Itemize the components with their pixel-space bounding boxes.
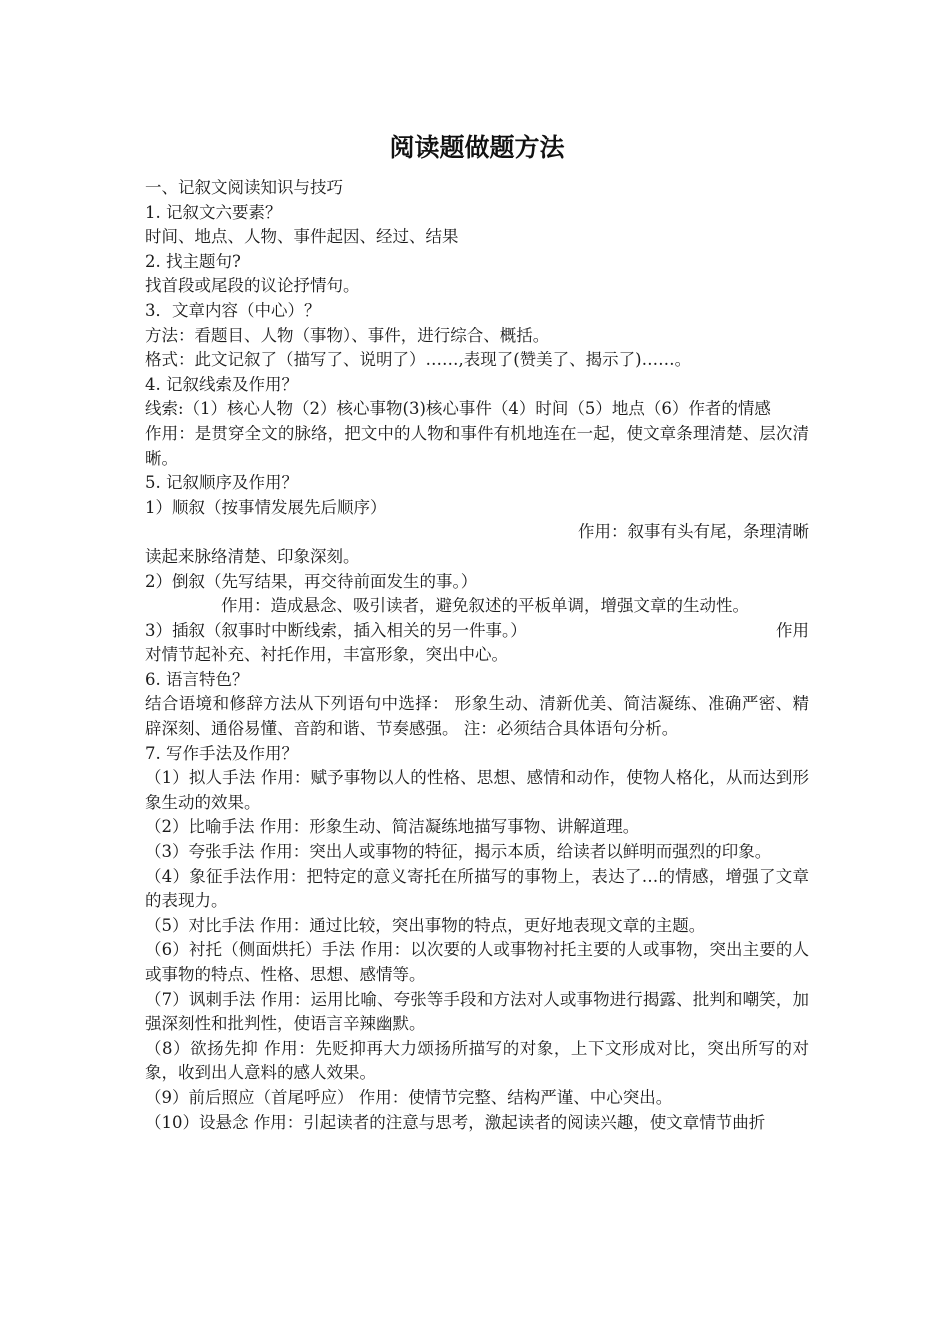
paragraph: 作用：造成悬念、吸引读者，避免叙述的平板单调，增强文章的生动性。 bbox=[221, 596, 749, 616]
paragraph: （3）夸张手法 作用：突出人或事物的特征，揭示本质，给读者以鲜明而强烈的印象。 bbox=[145, 842, 772, 862]
question-heading: 1. 记叙文六要素？ bbox=[145, 202, 282, 222]
question-heading: 5. 记叙顺序及作用？ bbox=[145, 473, 298, 493]
paragraph: （1）拟人手法 作用：赋予事物以人的性格、思想、感情和动作，使物人格化，从而达到形象生动的效果。 bbox=[145, 768, 809, 812]
paragraph: （9）前后照应（首尾呼应） 作用：使情节完整、结构严谨、中心突出。 bbox=[145, 1087, 673, 1107]
question-heading: 6. 语言特色？ bbox=[145, 669, 249, 689]
paragraph: 读起来脉络清楚、印象深刻。 bbox=[145, 546, 360, 566]
paragraph: （7）讽刺手法 作用：运用比喻、夸张等手段和方法对人或事物进行揭露、批判和嘲笑，加强深刻性和批判性，使语言辛辣幽默。 bbox=[145, 989, 809, 1034]
question-heading: 7. 写作手法及作用？ bbox=[145, 743, 298, 763]
paragraph-part: 作用 bbox=[776, 620, 809, 640]
paragraph: （8）欲扬先抑 作用：先贬抑再大力颂扬所描写的对象，上下文形成对比，突出所写的对象，收到出人意料的感人效果。 bbox=[145, 1038, 809, 1083]
paragraph-row bbox=[145, 619, 809, 644]
paragraph: 作用：是贯穿全文的脉络，把文中的人物和事件有机地连在一起，使文章条理清楚、层次清晰。 bbox=[145, 423, 809, 468]
paragraph: 格式：此文记叙了（描写了、说明了）……,表现了(赞美了、揭示了)……。 bbox=[145, 350, 692, 370]
paragraph: 线索:（1）核心人物（2）核心事物(3)核心事件（4）时间（5）地点（6）作者的情感 bbox=[145, 399, 771, 419]
section-heading: 一、记叙文阅读知识与技巧 bbox=[145, 178, 343, 197]
paragraph: 2）倒叙（先写结果，再交待前面发生的事。） bbox=[145, 571, 478, 591]
question-heading: 3．文章内容（中心）？ bbox=[145, 300, 321, 320]
document-page bbox=[145, 126, 809, 1135]
paragraph: （4）象征手法作用：把特定的意义寄托在所描写的事物上，表达了…的情感，增强了文章的表现力。 bbox=[145, 866, 809, 911]
paragraph: 对情节起补充、衬托作用，丰富形象，突出中心。 bbox=[145, 645, 508, 665]
paragraph: 作用：叙事有头有尾，条理清晰 bbox=[578, 522, 809, 542]
document-title: 阅读题做题方法 bbox=[389, 133, 565, 162]
paragraph: 1）顺叙（按事情发展先后顺序） bbox=[145, 497, 387, 517]
paragraph-part: 3）插叙（叙事时中断线索，插入相关的另一件事。） bbox=[145, 620, 527, 640]
paragraph: 时间、地点、人物、事件起因、经过、结果 bbox=[145, 227, 459, 247]
paragraph: 结合语境和修辞方法从下列语句中选择： 形象生动、清新优美、简洁凝练、准确严密、精辟深刻、通俗易懂、音韵和谐、节奏感强。 注：必须结合具体语句分析。 bbox=[145, 694, 809, 739]
paragraph: 方法：看题目、人物（事物）、事件，进行综合、概括。 bbox=[145, 325, 550, 345]
paragraph: （6）衬托（侧面烘托）手法 作用：以次要的人或事物衬托主要的人或事物，突出主要的人或事物的特点、性格、思想、感情等。 bbox=[145, 940, 809, 984]
paragraph: 找首段或尾段的议论抒情句。 bbox=[145, 276, 360, 296]
paragraph: （2）比喻手法 作用：形象生动、简洁凝练地描写事物、讲解道理。 bbox=[145, 817, 640, 837]
question-heading: 2. 找主题句? bbox=[145, 251, 241, 271]
paragraph: （5）对比手法 作用：通过比较，突出事物的特点，更好地表现文章的主题。 bbox=[145, 915, 706, 935]
paragraph: （10）设悬念 作用：引起读者的注意与思考，激起读者的阅读兴趣，使文章情节曲折 bbox=[145, 1112, 766, 1132]
question-heading: 4. 记叙线索及作用？ bbox=[145, 374, 298, 394]
